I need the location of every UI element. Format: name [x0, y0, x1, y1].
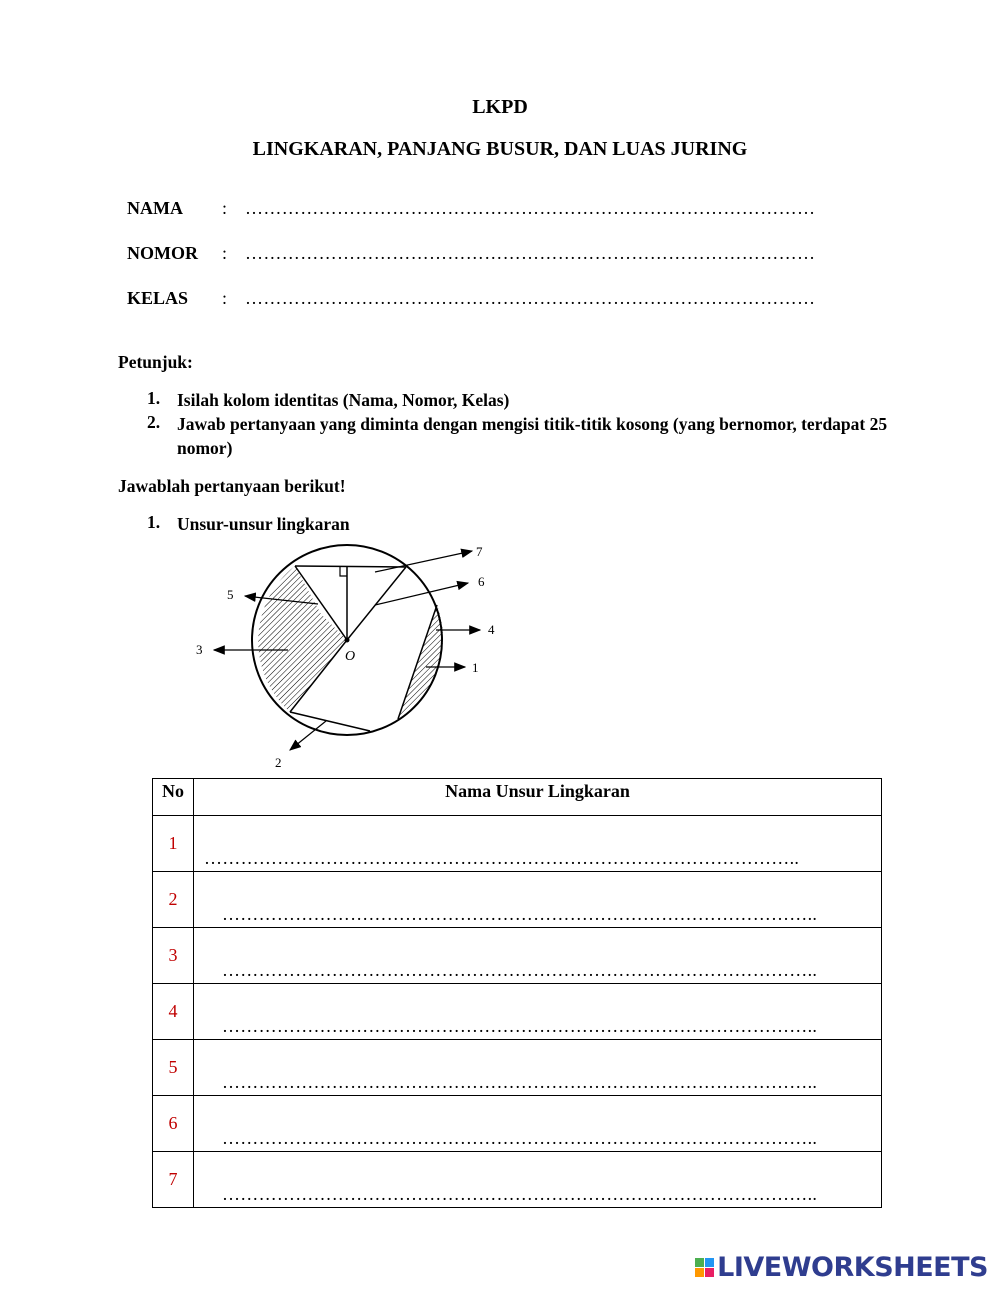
- table-row: [153, 872, 882, 928]
- row-number: 3: [153, 928, 194, 984]
- sector-shading: [258, 566, 347, 712]
- table-row: [153, 1096, 882, 1152]
- row-number: 6: [153, 1096, 194, 1152]
- answer-dots[interactable]: ……………………………………………………………………………………..: [222, 960, 818, 980]
- label-5: 5: [227, 587, 234, 602]
- circle-elements-diagram: [185, 538, 515, 774]
- label-3: 3: [196, 642, 203, 657]
- column-header-name: Nama Unsur Lingkaran: [194, 779, 882, 816]
- label-4: 4: [488, 622, 495, 637]
- instruction-item: [147, 388, 907, 412]
- logo-mark-icon: [695, 1258, 714, 1277]
- identity-colon: :: [222, 243, 228, 263]
- liveworksheets-logo: [695, 1252, 988, 1283]
- question-1: [147, 512, 647, 536]
- row-number: 4: [153, 984, 194, 1040]
- identity-label: NOMOR: [127, 243, 198, 263]
- answer-field[interactable]: [194, 1040, 882, 1096]
- number-input-dots[interactable]: …………………………………………………………………………………: [245, 243, 816, 263]
- logo-text: LIVEWORKSHEETS: [717, 1252, 988, 1283]
- table-row: [153, 1152, 882, 1208]
- row-number: 5: [153, 1040, 194, 1096]
- instruction-number: 2.: [147, 412, 161, 432]
- table-row: [153, 984, 882, 1040]
- identity-colon: :: [222, 288, 228, 308]
- label-6: 6: [478, 574, 485, 589]
- answer-field[interactable]: [194, 872, 882, 928]
- instruction-number: 1.: [147, 388, 161, 408]
- label-1: 1: [472, 660, 479, 675]
- radius: [347, 567, 406, 640]
- question-text: Unsur-unsur lingkaran: [177, 514, 350, 534]
- chord-top: [295, 566, 406, 567]
- label-2: 2: [275, 755, 282, 770]
- table-row: [153, 816, 882, 872]
- chord-bottom: [290, 712, 370, 731]
- page-title: LKPD: [472, 96, 528, 118]
- answers-table: [152, 778, 882, 1208]
- segment-shading: [398, 605, 443, 719]
- answer-field[interactable]: [194, 1152, 882, 1208]
- table-row: [153, 928, 882, 984]
- row-number: 1: [153, 816, 194, 872]
- instructions-heading: Petunjuk:: [118, 352, 193, 372]
- arrow-6: [375, 583, 468, 605]
- class-input-dots[interactable]: …………………………………………………………………………………: [245, 288, 816, 308]
- answer-field[interactable]: [194, 984, 882, 1040]
- identity-label: NAMA: [127, 198, 183, 218]
- answer-field[interactable]: [194, 928, 882, 984]
- column-header-no: No: [153, 779, 194, 816]
- table-header-row: [153, 779, 882, 816]
- answer-dots[interactable]: ……………………………………………………………………………………..: [204, 848, 800, 868]
- row-number: 2: [153, 872, 194, 928]
- questions-heading: Jawablah pertanyaan berikut!: [118, 476, 346, 496]
- page-subtitle: LINGKARAN, PANJANG BUSUR, DAN LUAS JURING: [252, 138, 748, 160]
- instruction-text: Isilah kolom identitas (Nama, Nomor, Kelas): [177, 390, 510, 410]
- table-row: [153, 1040, 882, 1096]
- answer-dots[interactable]: ……………………………………………………………………………………..: [222, 904, 818, 924]
- row-number: 7: [153, 1152, 194, 1208]
- answer-dots[interactable]: ……………………………………………………………………………………..: [222, 1128, 818, 1148]
- question-number: 1.: [147, 512, 161, 532]
- instruction-text: Jawab pertanyaan yang diminta dengan mengisi titik-titik kosong (yang bernomor, terdapat 25 nomor): [177, 414, 888, 458]
- answer-field[interactable]: [194, 1096, 882, 1152]
- center-label: O: [345, 649, 356, 664]
- instruction-item: [147, 412, 907, 460]
- identity-label: KELAS: [127, 288, 189, 308]
- label-7: 7: [476, 544, 483, 559]
- arrow-2: [290, 721, 326, 750]
- answer-field[interactable]: [194, 816, 882, 872]
- name-input-dots[interactable]: …………………………………………………………………………………: [245, 198, 816, 218]
- answer-dots[interactable]: ……………………………………………………………………………………..: [222, 1016, 818, 1036]
- right-angle-mark: [340, 567, 347, 576]
- identity-colon: :: [222, 198, 228, 218]
- answer-dots[interactable]: ……………………………………………………………………………………..: [222, 1072, 818, 1092]
- answer-dots[interactable]: ……………………………………………………………………………………..: [222, 1184, 818, 1204]
- center-point: [345, 638, 350, 643]
